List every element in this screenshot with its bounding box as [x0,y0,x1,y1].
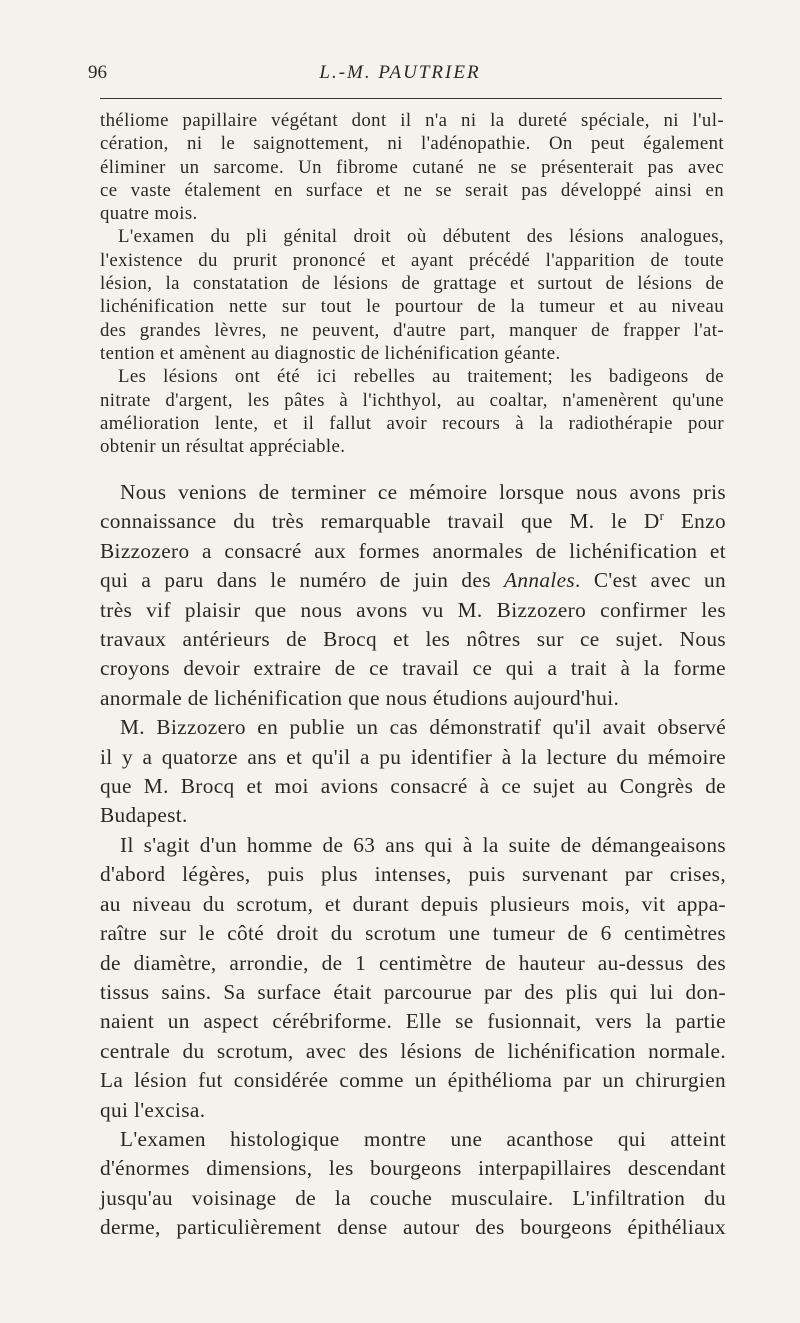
text-segment: . C'est avec un [575,568,726,593]
text-line: d'énormes dimensions, les bourgeons interpapillaires descendant [100,1156,726,1181]
text-line: L'examen histologique montre une acanthose qui atteint [120,1126,726,1151]
text-line: travaux antérieurs de Brocq et les nôtres sur ce sujet. Nous [100,627,726,652]
text-line: anormale de lichénification que nous étudions aujourd'hui. [100,685,620,710]
paragraph [100,109,724,225]
text-line: nitrate d'argent, les pâtes à l'ichthyol, au coaltar, n'amenèrent qu'une [100,389,724,411]
text-line: lichénification nette sur tout le pourtour de la tumeur et au niveau [100,296,724,318]
text-line: tention et amènent au diagnostic de lichénification géante. [100,342,561,364]
text-line: Il s'agit d'un homme de 63 ans qui à la suite de démangeaisons [120,832,726,857]
text-line [100,566,726,595]
small-print-section [100,109,724,458]
text-segment: Enzo [664,509,726,534]
text-line: La lésion fut considérée comme un épithélioma par un chirurgien [100,1068,726,1093]
text-line: M. Bizzozero en publie un cas démonstratif qu'il avait observé [120,715,726,740]
text-line: ce vaste étalement en surface et ne se serait pas développé ainsi en [100,179,724,201]
page-number: 96 [88,62,107,83]
paragraph [100,713,726,831]
text-line: des grandes lèvres, ne peuvent, d'autre part, manquer de frapper l'at- [100,319,724,341]
running-head: L.-M. PAUTRIER [319,62,481,83]
main-text-section [100,478,726,1243]
text-line: de diamètre, arrondie, de 1 centimètre de hauteur au-dessus des [100,950,726,975]
paragraph [100,478,726,713]
text-line: très vif plaisir que nous avons vu M. Bizzozero confirmer les [100,597,726,622]
text-segment: qui a paru dans le numéro de juin des [100,568,504,593]
text-line: Budapest. [100,803,188,828]
text-line [100,507,726,536]
text-line: croyons devoir extraire de ce travail ce qui a trait à la forme [100,656,726,681]
paragraph [100,1125,726,1243]
text-line: centrale du scrotum, avec des lésions de lichénification normale. [100,1038,726,1063]
paragraph [100,831,726,1125]
paragraph [100,365,724,458]
text-line: amélioration lente, et il fallut avoir recours à la radiothérapie pour [100,412,724,434]
text-line: cération, ni le saignottement, ni l'adénopathie. On peut également [100,133,724,155]
text-line: jusqu'au voisinage de la couche musculaire. L'infiltration du [100,1185,726,1210]
superscript: r [659,509,665,524]
text-line: obtenir un résultat appréciable. [100,436,346,458]
text-line: qui l'excisa. [100,1097,206,1122]
text-line: Bizzozero a consacré aux formes anormales de lichénification et [100,538,726,563]
text-line: raître sur le côté droit du scrotum une tumeur de 6 centimètres [100,921,726,946]
journal-title: Annales [503,568,576,593]
text-line: il y a quatorze ans et qu'il a pu identifier à la lecture du mémoire [100,744,726,769]
text-line: lésion, la constatation de lésions de grattage et surtout de lésions de [100,273,724,295]
text-line: Les lésions ont été ici rebelles au traitement; les badigeons de [118,366,724,388]
text-line: au niveau du scrotum, et durant depuis plusieurs mois, vit appa- [100,891,726,916]
text-line: éliminer un sarcome. Un fibrome cutané ne se présenterait pas avec [100,156,724,178]
text-line: théliome papillaire végétant dont il n'a ni la dureté spéciale, ni l'ul- [100,110,724,131]
text-line: d'abord légères, puis plus intenses, puis survenant par crises, [100,862,726,887]
text-line: quatre mois. [100,203,198,225]
text-line: naient un aspect cérébriforme. Elle se fusionnait, vers la partie [100,1009,726,1034]
text-line: L'examen du pli génital droit où débutent des lésions analogues, [118,226,724,248]
text-line: derme, particulièrement dense autour des bourgeons épithéliaux [100,1215,726,1240]
text-line: l'existence du prurit prononcé et ayant précédé l'apparition de toute [100,249,724,271]
text-line: Nous venions de terminer ce mémoire lorsque nous avons pris [120,480,726,504]
header-rule [100,98,722,99]
paragraph [100,225,724,365]
text-line: que M. Brocq et moi avions consacré à ce sujet au Congrès de [100,774,726,799]
text-line: tissus sains. Sa surface était parcourue par des plis qui lui don- [100,979,726,1004]
text-segment: connaissance du très remarquable travail que M. le D [100,509,660,534]
